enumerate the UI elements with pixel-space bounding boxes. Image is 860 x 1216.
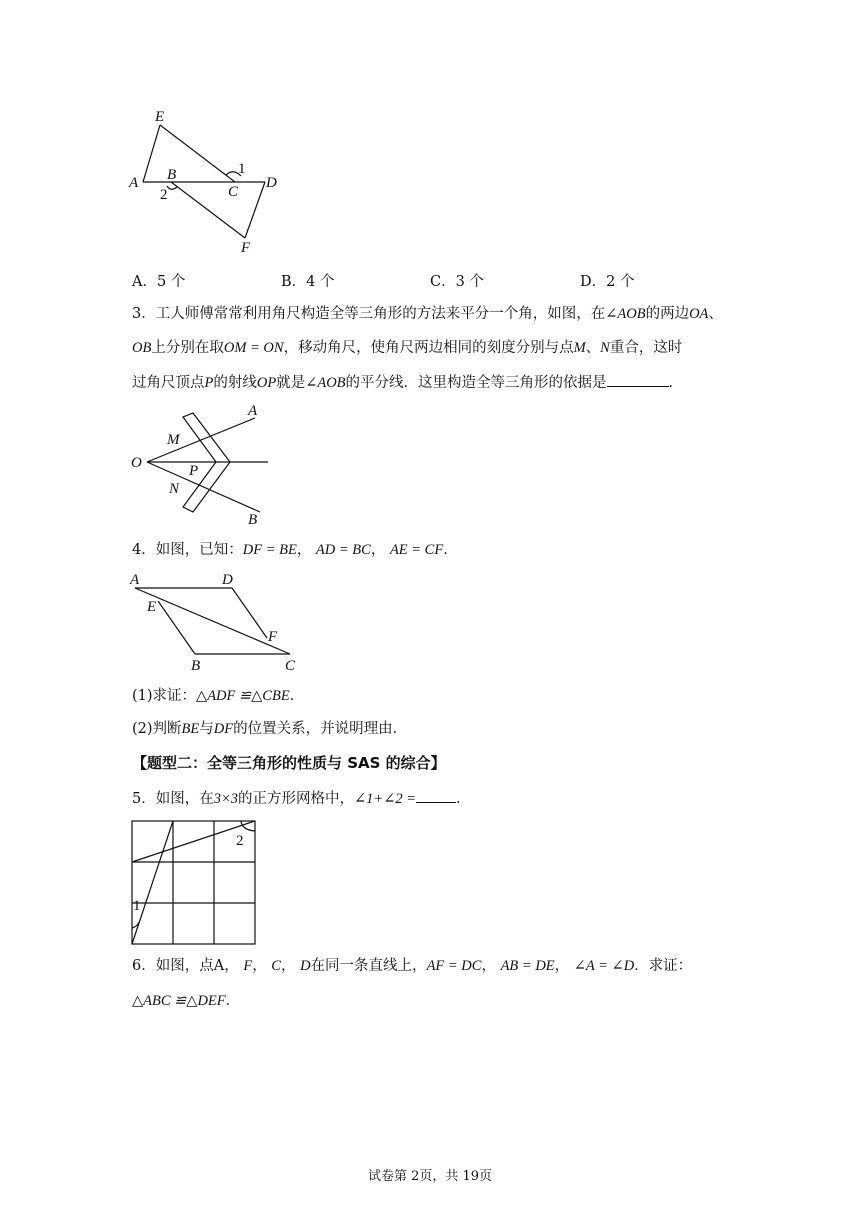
ray-OA: [147, 418, 255, 462]
q3-line-3: 过角尺顶点P的射线OP就是∠AOB的平分线．这里构造全等三角形的依据是 ．: [132, 372, 683, 393]
q4-part-2: (2)判断BE与DF的位置关系，并说明理由．: [132, 721, 408, 737]
label-B: B: [167, 167, 177, 183]
ray-OB: [147, 462, 260, 512]
section-heading: 【题型二：全等三角形的性质与 SAS 的综合】: [132, 754, 446, 772]
diagonal-1: [132, 821, 173, 944]
q4-part-1: (1)求证：△ADF ≌△CBE．: [132, 688, 305, 704]
label-D: D: [266, 175, 277, 191]
q3-line-2: OB上分别在取OM = ON，移动角尺，使角尺两边相同的刻度分别与点M、N重合，这时: [132, 340, 683, 356]
choice-b[interactable]: B．4 个: [281, 274, 335, 290]
label-F: F: [241, 240, 251, 256]
label-A: A: [248, 403, 258, 419]
q3-answer-blank[interactable]: [607, 372, 669, 387]
choice-d[interactable]: D．2 个: [580, 274, 635, 290]
label-B: B: [191, 658, 201, 674]
q5-answer-blank[interactable]: [416, 788, 456, 803]
label-angle-1: 1: [133, 898, 141, 914]
label-angle-2: 2: [236, 833, 244, 849]
label-O: O: [131, 455, 142, 471]
angle-2-arc: [167, 186, 177, 189]
segment-EB: [158, 601, 195, 654]
segment-AE: [143, 125, 160, 182]
q3-line-1: 3．工人师傅常常利用角尺构造全等三角形的方法来平分一个角，如图，在∠AOB的两边OA、: [132, 306, 723, 322]
label-C: C: [285, 658, 296, 674]
label-angle-1: 1: [238, 161, 246, 177]
choice-c[interactable]: C．3 个: [430, 274, 484, 290]
choice-a[interactable]: A．5 个: [132, 274, 186, 290]
segment-DF: [232, 588, 267, 638]
segment-DF: [245, 182, 265, 238]
label-C: C: [228, 184, 239, 200]
label-A: A: [130, 572, 140, 588]
label-M: M: [167, 432, 180, 448]
page-footer: 试卷第 2页，共 19页: [367, 1169, 493, 1184]
label-E: E: [155, 109, 165, 125]
figure-2: [125, 400, 275, 530]
q6-line-1: 6．如图，点A， F， C， D在同一条直线上，AF = DC， AB = DE， ∠A = ∠D．求证：: [132, 958, 693, 974]
label-B: B: [248, 512, 258, 528]
label-D: D: [222, 572, 233, 588]
figure-4-grid: [126, 816, 262, 948]
q4-given: 4．如图，已知：DF = BE， AD = BC， AE = CF．: [132, 542, 458, 558]
label-F: F: [268, 629, 278, 645]
label-angle-2: 2: [160, 187, 168, 203]
label-E: E: [147, 599, 157, 615]
angle-2-arc: [241, 821, 255, 831]
label-P: P: [189, 463, 199, 479]
q6-line-2: △ABC ≌△DEF．: [132, 993, 241, 1009]
label-A: A: [129, 175, 139, 191]
q5-text: 5．如图，在3×3的正方形网格中，∠1+∠2 = ．: [132, 788, 471, 809]
figure-3: [125, 566, 310, 676]
label-N: N: [169, 481, 180, 497]
segment-AC: [135, 588, 290, 654]
figure-1: [125, 100, 300, 260]
